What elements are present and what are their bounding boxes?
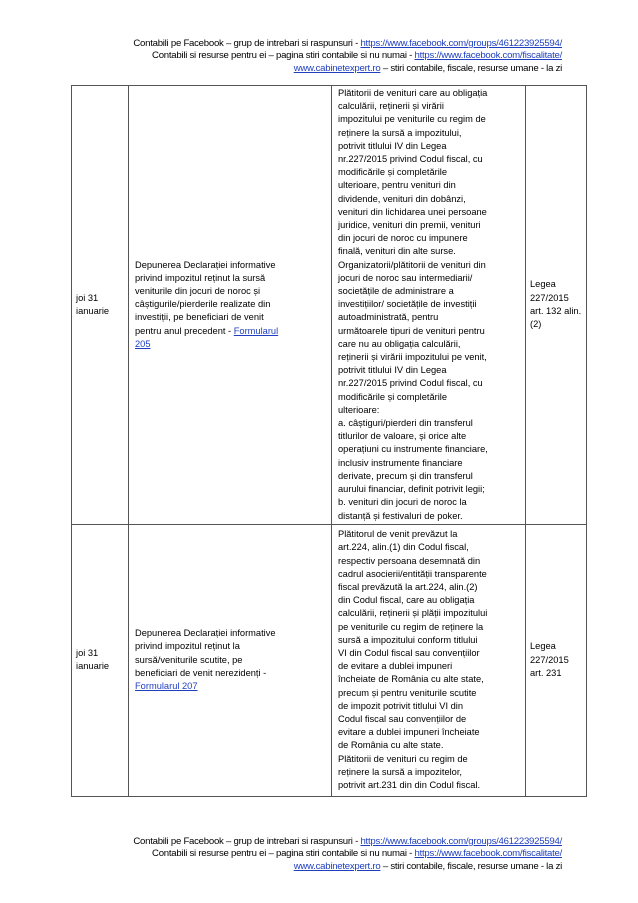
obligation-description-cell: Depunerea Declarației informative privind impozitul reținut la sursă/veniturile scutite, pe beneficiari de venit nerezidenți - Formularul 207	[129, 524, 332, 796]
obligant-text-line: din jocuri de noroc cu impunere	[338, 233, 468, 244]
table-row	[72, 86, 587, 525]
obligant-text-line: nr.227/2015 privind Codul fiscal, cu	[338, 154, 483, 165]
header-line-1: Contabili pe Facebook – grup de intrebari si raspunsuri - https://www.facebook.com/groups/461223925594/	[133, 38, 562, 49]
obligant-text-line: fiscal prevăzută la art.224, alin.(2)	[338, 581, 478, 592]
obligant-text-line: Plătitorii de venituri cu regim de	[338, 753, 468, 764]
date-cell: joi 31 ianuarie	[72, 524, 129, 796]
obligant-text-line: potrivit art.231 din din Codul fiscal.	[338, 780, 481, 791]
legal-basis-cell: Legea 227/2015 art. 132 alin. (2)	[526, 86, 587, 525]
header-line-2: Contabili si resurse pentru ei – pagina stiri contabile si nu numai - https://www.facebook.com/fiscalitate/	[152, 50, 562, 62]
obligant-text-line: ulterioare, pentru venituri din	[338, 180, 456, 191]
obligant-text-line: care nu au obligația calculării,	[338, 338, 461, 349]
obligant-text-line: inclusiv instrumente financiare	[338, 457, 463, 468]
form-205-link-cont[interactable]: 205	[135, 338, 151, 349]
form-207-link[interactable]: Formularul 207	[135, 681, 198, 691]
table-row	[72, 524, 587, 796]
obligant-text-line: impozitului pe veniturile cu regim de	[338, 114, 486, 125]
obligant-text-line: precum și pentru veniturile scutite	[338, 687, 477, 698]
obligant-text-line: ulterioare:	[338, 404, 380, 415]
obligant-text-line: reținerii și virării impozitului pe venit,	[338, 352, 487, 363]
obligant-text-line: cadrul asocierii/entității transparente	[338, 568, 487, 579]
obligant-text-line: încheiate de România cu alte state,	[338, 674, 484, 685]
obligants-cell	[332, 524, 526, 796]
obligant-text-line: juridice, venituri din premii, venituri	[338, 220, 481, 231]
obligant-text-line: autoadministrată, pentru	[338, 312, 439, 323]
obligant-text-line: dividende, venituri din dobânzi,	[338, 193, 466, 204]
facebook-page-link[interactable]: https://www.facebook.com/fiscalitate/	[414, 50, 562, 62]
facebook-page-link[interactable]: https://www.facebook.com/fiscalitate/	[414, 848, 562, 860]
obligant-text-line: derivate, precum și din transferul	[338, 470, 473, 481]
obligant-text-line: b. venituri din jocuri de noroc la	[338, 497, 467, 508]
obligant-text-line: respectiv persoana desemnată din	[338, 555, 481, 566]
cabinetexpert-link[interactable]: www.cabinetexpert.ro	[293, 860, 381, 872]
obligant-text-line: societățile de administrare a	[338, 286, 454, 297]
obligants-cell	[332, 86, 526, 525]
obligant-text-line: următoarele tipuri de venituri pentru	[338, 325, 485, 336]
obligant-text-line: titlurilor de valoare, și orice alte	[338, 431, 467, 442]
footer-line-3: www.cabinetexpert.ro – stiri contabile, fiscale, resurse umane - la zi	[293, 860, 562, 872]
obligant-text-line: calculării, reținerii și plății impozitului	[338, 608, 488, 619]
obligant-text-line: sursă a impozitului conform titlului	[338, 634, 478, 645]
obligant-text-line: a. câștiguri/pierderi din transferul	[338, 418, 473, 429]
obligant-text-line: venituri din lichidarea unei persoane	[338, 206, 487, 217]
header-line-3: www.cabinetexpert.ro – stiri contabile, fiscale, resurse umane - la zi	[293, 62, 562, 74]
obligant-text-line: Codul fiscal sau convențiilor de	[338, 714, 467, 725]
obligant-text-line: de România cu alte state.	[338, 740, 444, 751]
footer-line-1: Contabili pe Facebook – grup de intrebari si raspunsuri - https://www.facebook.com/groups/461223925594/	[133, 836, 562, 847]
obligant-text-line: distanță și festivaluri de poker.	[338, 510, 463, 521]
obligant-text-line: modificările și completările	[338, 167, 448, 178]
obligant-text-line: calculării, reținerii și virării	[338, 101, 444, 112]
obligant-text-line: operațiuni cu instrumente financiare,	[338, 444, 488, 455]
obligant-text-line: evitare a dublei impuneri încheiate	[338, 727, 480, 738]
obligant-text-line: finală, venituri din alte surse.	[338, 246, 456, 257]
obligation-description-cell: Depunerea Declarației informative privind impozitul reținut la sursă veniturile din jocuri de noroc și câștigurile/pierderile realizate din investiții, pe beneficiari de venit pentru anul precedent - Formularul 205	[129, 86, 332, 525]
obligant-text-line: Organizatorii/plătitorii de venituri din	[338, 259, 486, 270]
obligant-text-line: pe veniturile cu regim de reținere la	[338, 621, 484, 632]
obligant-text-line: Plătitorii de venituri care au obligația	[338, 88, 488, 98]
obligant-text-line: jocuri de noroc sau intermediarii/	[338, 272, 473, 283]
form-205-link[interactable]: Formularul	[233, 325, 279, 336]
obligant-text-line: din Codul fiscal, care au obligația	[338, 595, 475, 606]
legal-basis-cell: Legea 227/2015 art. 231	[526, 524, 587, 796]
obligant-text-line: potrivit titlului IV din Legea	[338, 140, 447, 151]
page-footer	[60, 836, 562, 873]
obligant-text-line: VI din Codul fiscal sau convențiilor	[338, 648, 480, 658]
obligant-text-line: art.224, alin.(1) din Codul fiscal,	[338, 542, 469, 553]
page-header	[60, 38, 562, 75]
obligant-text-line: potrivit titlului IV din Legea	[338, 365, 447, 376]
fiscal-calendar-table	[71, 85, 587, 797]
footer-line-2: Contabili si resurse pentru ei – pagina stiri contabile si nu numai - https://www.facebook.com/fiscalitate/	[152, 848, 562, 860]
obligant-text-line: investițiilor/ societățile de investiții	[338, 299, 477, 310]
obligant-text-line: nr.227/2015 privind Codul fiscal, cu	[338, 378, 483, 389]
cabinetexpert-link[interactable]: www.cabinetexpert.ro	[293, 62, 381, 74]
obligant-text-line: reținere la sursă a impozitului,	[338, 127, 462, 138]
facebook-group-link[interactable]: https://www.facebook.com/groups/461223925594/	[360, 836, 562, 847]
obligant-text-line: Plătitorul de venit prevăzut la	[338, 529, 458, 540]
facebook-group-link[interactable]: https://www.facebook.com/groups/461223925594/	[360, 38, 562, 49]
obligant-text-line: reținere la sursă a impozitelor,	[338, 766, 463, 777]
obligant-text-line: de evitare a dublei impuneri	[338, 661, 453, 672]
obligant-text-line: modificările și completările	[338, 391, 448, 402]
obligant-text-line: aurului financiar, definit potrivit legii;	[338, 484, 485, 495]
obligant-text-line: de impozit potrivit titlului VI din	[338, 700, 464, 711]
date-cell: joi 31 ianuarie	[72, 86, 129, 525]
